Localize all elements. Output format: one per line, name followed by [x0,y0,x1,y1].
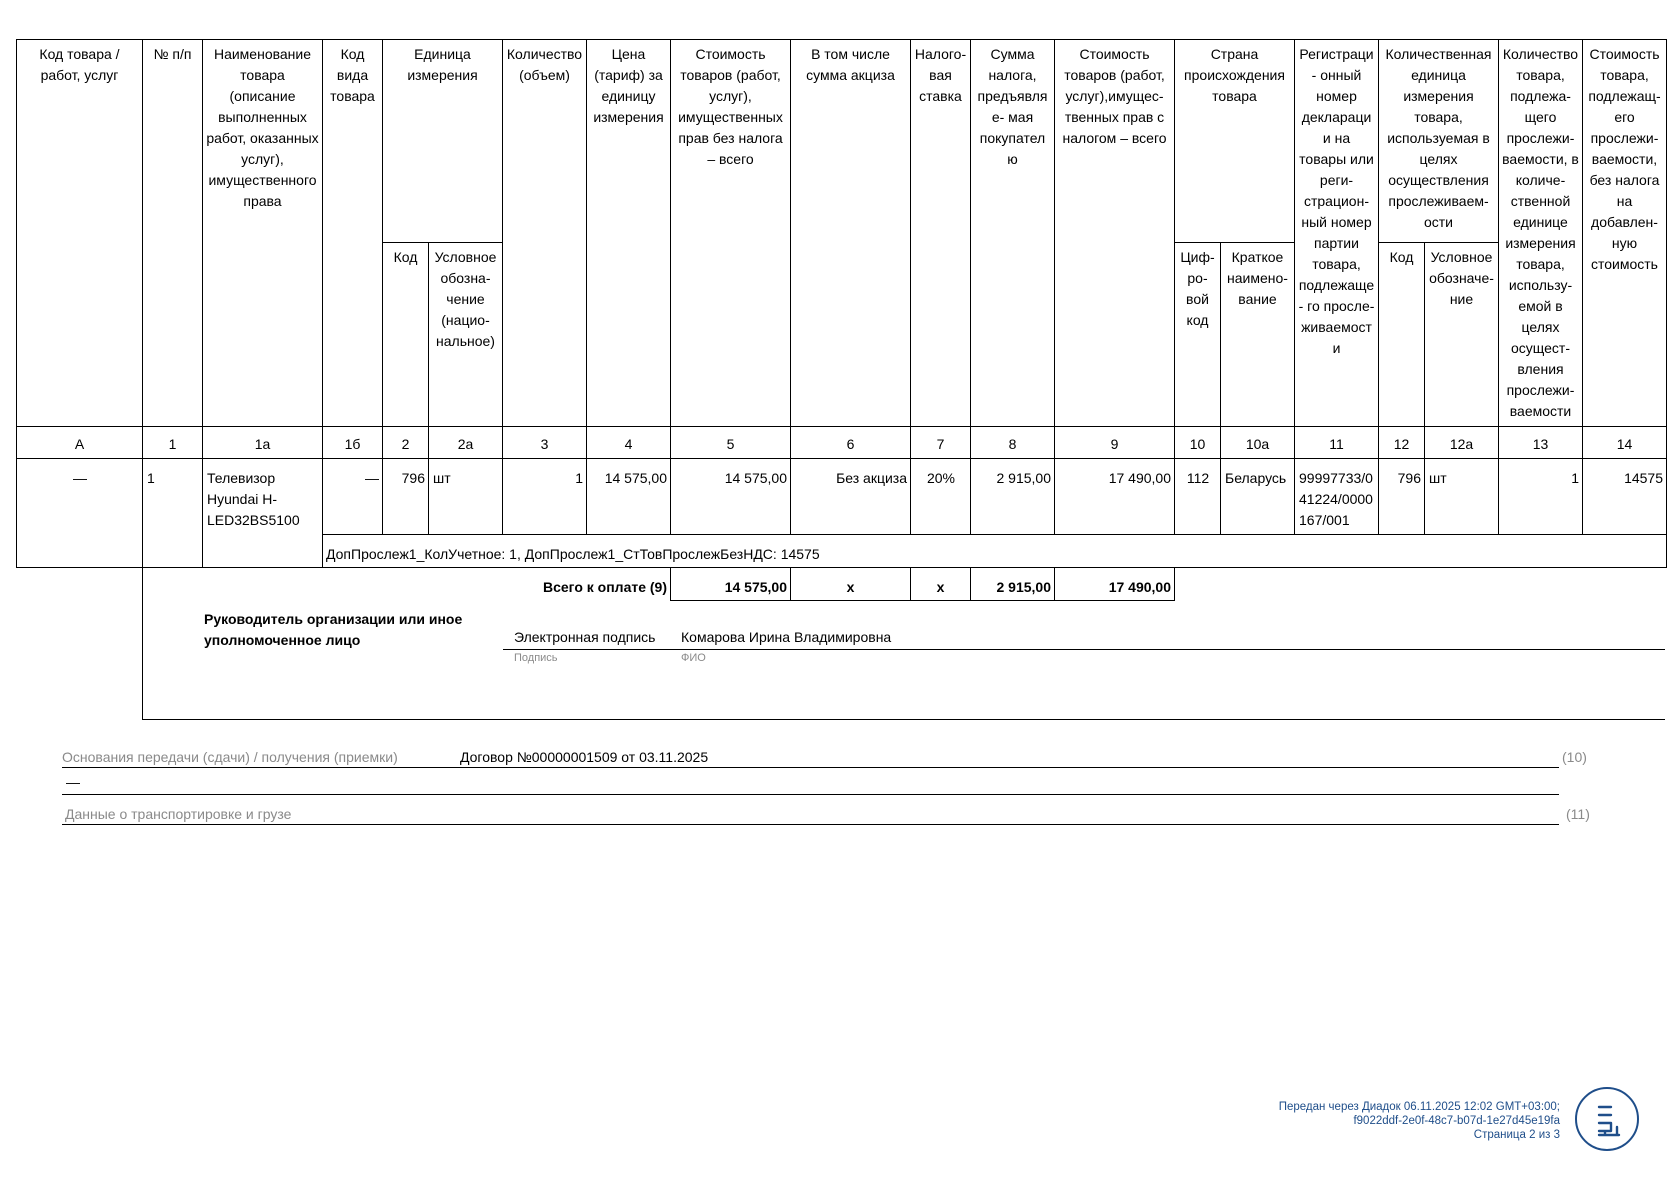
basis-dash: — [66,774,80,790]
basis-row [62,749,1587,769]
column-number: 2а [429,427,503,459]
column-number: 11 [1295,427,1379,459]
basis-value: Договор №00000001509 от 03.11.2025 [460,749,709,765]
caption-sign: Подпись [514,652,558,664]
header-tax-sum: Сумма налога, предъявля е- мая покупател ю [971,40,1055,427]
item-price: 14 575,00 [587,459,671,535]
header-trace-unit-group: Количественная единица измерения товара, используемая в целях осуществления прослеживаем-ости [1379,40,1499,243]
item-num: 1 [143,459,203,568]
stamp-line-1: Передан через Диадок 06.11.2025 12:02 GMT+03:00; [1278,1101,1560,1113]
column-number: 8 [971,427,1055,459]
item-code: — [17,459,143,568]
column-number: 10 [1175,427,1221,459]
table-row [17,459,1667,535]
header-tax-rate: Налого-вая ставка [911,40,971,427]
header-trace-cost: Стоимость товара, подлежащ-его прослежи-ваемости, без налога на добавлен-ную стоимость [1583,40,1667,427]
column-number: 7 [911,427,971,459]
header-trace-unit-name: Условное обозначе-ние [1425,243,1499,427]
column-number: 2 [383,427,429,459]
column-number: 10а [1221,427,1295,459]
item-name: Телевизор Hyundai H-LED32BS5100 [203,459,323,568]
extra-info: ДопПрослеж1_КолУчетное: 1, ДопПрослеж1_СтТовПрослежБезНДС: 14575 [323,535,1667,568]
basis-extra-line [62,794,1559,795]
basis-line [62,767,1559,768]
total-excise: x [791,568,911,601]
item-trace-qty: 1 [1499,459,1583,535]
header-unit-code: Код [383,243,429,427]
basis-label: Основания передачи (сдачи) / получения (приемки) [62,749,398,765]
item-trace-unit-code: 796 [1379,459,1425,535]
diadoc-stamp [1279,1100,1560,1142]
invoice-table [16,39,1667,601]
column-number: 13 [1499,427,1583,459]
total-label: Всего к оплате (9) [143,568,671,601]
header-unit-group: Единица измерения [383,40,503,243]
total-tax-rate: x [911,568,971,601]
header-qty: Количество (объем) [503,40,587,427]
column-number-row [17,427,1667,459]
transport-number: (11) [1566,806,1590,822]
column-number: 3 [503,427,587,459]
item-country-name: Беларусь [1221,459,1295,535]
item-trace-cost: 14575 [1583,459,1667,535]
header-cost-with-tax: Стоимость товаров (работ, услуг),имущес-твенных прав с налогом – всего [1055,40,1175,427]
column-number: 14 [1583,427,1667,459]
item-qty: 1 [503,459,587,535]
column-number: 12а [1425,427,1499,459]
column-number: 1а [203,427,323,459]
item-country-code: 112 [1175,459,1221,535]
item-reg-num: 99997733/041224/0000167/001 [1295,459,1379,535]
header-price: Цена (тариф) за единицу измерения [587,40,671,427]
item-excise: Без акциза [791,459,911,535]
signature-block [142,585,1665,720]
basis-extra-row [62,776,1562,796]
column-number: 6 [791,427,911,459]
total-cost-with-tax: 17 490,00 [1055,568,1175,601]
column-number: А [17,427,143,459]
column-number: 4 [587,427,671,459]
header-unit-name: Условное обозна-чение (нацио-нальное) [429,243,503,427]
signature-type: Электронная подпись [514,629,656,645]
basis-number: (10) [1562,749,1587,765]
stamp-line-3: Страница 2 из 3 [1473,1129,1560,1141]
header-name: Наименование товара (описание выполненных работ, оказанных услуг), имущественного права [203,40,323,427]
header-trace-unit-code: Код [1379,243,1425,427]
item-cost-with-tax: 17 490,00 [1055,459,1175,535]
total-tax-sum: 2 915,00 [971,568,1055,601]
header-country-code: Циф-ро-вой код [1175,243,1221,427]
diadoc-logo-icon [1575,1087,1639,1151]
item-cost-no-tax: 14 575,00 [671,459,791,535]
stamp-line-2: f9022ddf-2e0f-48c7-b07d-1e27d45e19fa [1353,1115,1560,1127]
header-reg-num: Регистраци - онный номер деклараци и на товары или реги-страцион-ный номер партии товара, подлежаще - го просле-живаемост и [1295,40,1379,427]
column-number: 5 [671,427,791,459]
header-cost-no-tax: Стоимость товаров (работ, услуг), имущественных прав без налога – всего [671,40,791,427]
signature-line [503,649,1665,650]
header-country-group: Страна происхождения товара [1175,40,1295,243]
item-kind-code: — [323,459,383,535]
transport-label: Данные о транспортировке и грузе [65,806,292,822]
item-trace-unit-name: шт [1425,459,1499,535]
column-number: 1б [323,427,383,459]
item-tax-rate: 20% [911,459,971,535]
header-num: № п/п [143,40,203,427]
transport-line [62,824,1559,825]
item-unit-name: шт [429,459,503,535]
column-number: 1 [143,427,203,459]
total-cost-no-tax: 14 575,00 [671,568,791,601]
transport-row [62,806,1590,826]
caption-fio: ФИО [681,652,706,664]
header-excise: В том числе сумма акциза [791,40,911,427]
column-number: 9 [1055,427,1175,459]
signer-name: Комарова Ирина Владимировна [681,629,892,645]
item-unit-code: 796 [383,459,429,535]
item-tax-sum: 2 915,00 [971,459,1055,535]
header-country-name: Краткое наимено-вание [1221,243,1295,427]
header-code: Код товара / работ, услуг [17,40,143,427]
header-trace-qty: Количество товара, подлежа-щего прослежи-ваемости, в количе-ственной единице измерения товара, использу-емой в целях осущест-вления прослежи-ваемости [1499,40,1583,427]
header-kind-code: Код вида товара [323,40,383,427]
signer-title: Руководитель организации или иное уполномоченное лицо [204,611,463,648]
column-number: 12 [1379,427,1425,459]
